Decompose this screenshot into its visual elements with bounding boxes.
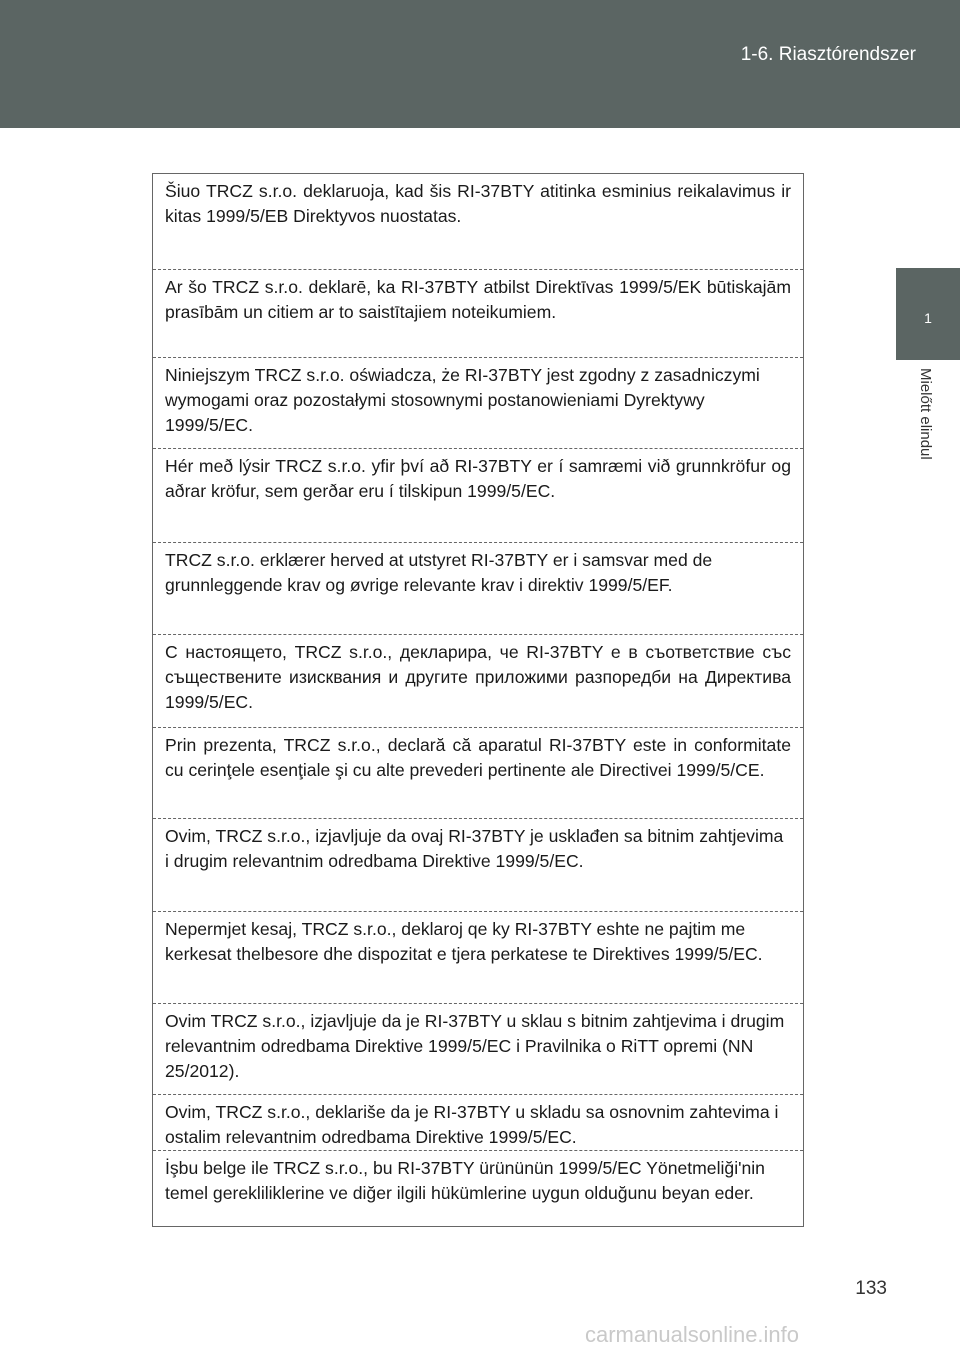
declaration-albanian: Nepermjet kesaj, TRCZ s.r.o., deklaroj qe ky RI-37BTY eshte ne pajtim me kerkesat thelbesore dhe dispozitat e tjera perkatese te Direktives 1999/5/EC. [153,912,803,1005]
watermark: carmanualsonline.info [585,1322,800,1347]
declaration-bosnian: Ovim, TRCZ s.r.o., izjavljuje da ovaj RI-37BTY je usklađen sa bitnim zahtjevima i drugim relevantnim odredbama Direktive 1999/5/EC. [153,819,803,912]
declarations-table [152,173,804,1227]
declaration-serbian: Ovim, TRCZ s.r.o., deklariše da je RI-37BTY u skladu sa osnovnim zahtevima i ostalim relevantnim odredbama Direktive 1999/5/EC. [153,1095,803,1151]
chapter-number: 1 [924,310,932,326]
declaration-lithuanian: Šiuo TRCZ s.r.o. deklaruoja, kad šis RI-37BTY atitinka esminius reikalavimus ir kitas 1999/5/EB Direktyvos nuostatas. [153,174,803,270]
declaration-polish: Niniejszym TRCZ s.r.o. oświadcza, że RI-37BTY jest zgodny z zasadniczymi wymogami oraz pozostałymi stosownymi postanowieniami Dyrektywy 1999/5/EC. [153,358,803,450]
declaration-icelandic: Hér með lýsir TRCZ s.r.o. yfir því að RI-37BTY er í samræmi við grunnkröfur og aðrar kröfur, sem gerðar eru í tilskipun 1999/5/EC. [153,449,803,543]
declaration-norwegian: TRCZ s.r.o. erklærer herved at utstyret RI-37BTY er i samsvar med de grunnleggende krav og øvrige relevante krav i direktiv 1999/5/EF. [153,543,803,635]
declaration-romanian: Prin prezenta, TRCZ s.r.o., declară că aparatul RI-37BTY este in conformitate cu cerinţele esenţiale şi cu alte prevederi pertinente ale Directivei 1999/5/CE. [153,728,803,819]
page-number: 133 [855,1278,887,1299]
section-title: 1-6. Riasztórendszer [740,44,916,65]
declaration-croatian: Ovim TRCZ s.r.o., izjavljuje da je RI-37BTY u sklau s bitnim zahtjevima i drugim relevantnim odredbama Direktive 1999/5/EC i Pravilnika o RiTT opremi (NN 25/2012). [153,1004,803,1095]
chapter-label: Mielőtt elindul [917,368,934,460]
page-header [0,0,960,128]
declaration-latvian: Ar šo TRCZ s.r.o. deklarē, ka RI-37BTY atbilst Direktīvas 1999/5/EK būtiskajām prasībām un citiem ar to saistītajiem noteikumiem. [153,270,803,358]
declaration-turkish: İşbu belge ile TRCZ s.r.o., bu RI-37BTY ürününün 1999/5/EC Yönetmeliği'nin temel gerekliliklerine ve diğer ilgili hükümlerine uygun olduğunu beyan eder. [165,1158,765,1204]
chapter-tab [896,268,960,360]
declaration-bulgarian: С настоящето, TRCZ s.r.o., декларира, че RI-37BTY е в съответствие със съществените изисквания и другите приложими разпоредби на Директива 1999/5/EC. [153,635,803,728]
